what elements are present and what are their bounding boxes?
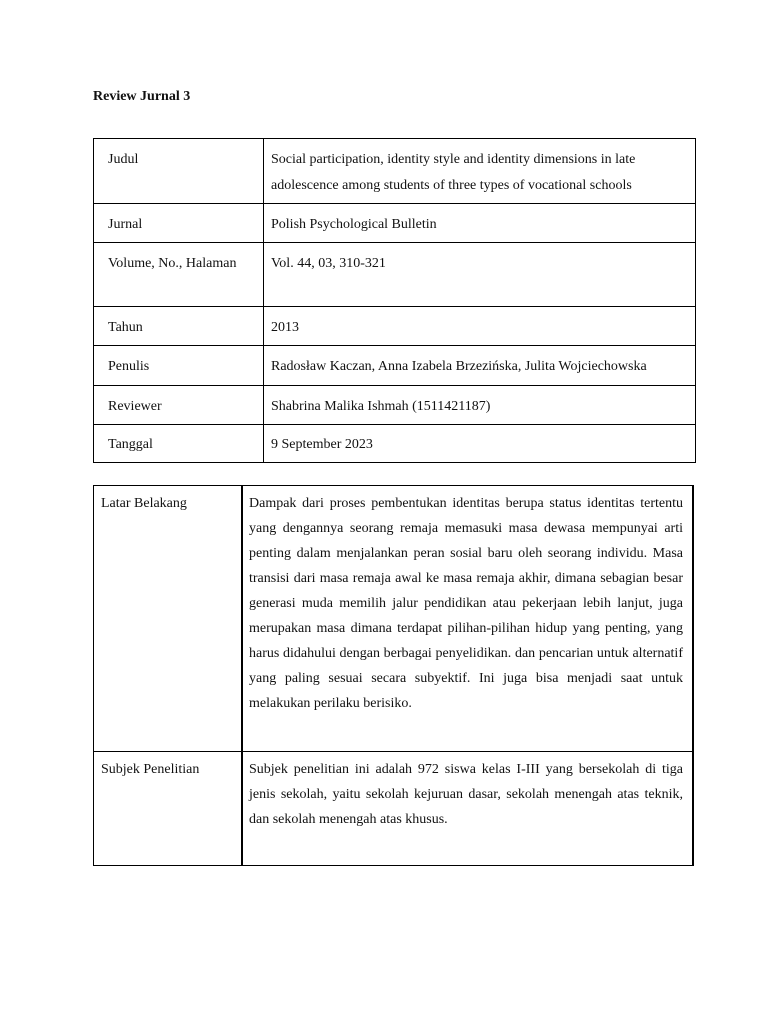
row-label: Volume, No., Halaman bbox=[94, 243, 264, 307]
table-row-latar-belakang bbox=[94, 486, 694, 752]
table-row-judul bbox=[94, 139, 696, 204]
row-label: Reviewer bbox=[94, 386, 264, 425]
review-content-table bbox=[93, 485, 694, 866]
row-value: 9 September 2023 bbox=[264, 425, 696, 463]
row-value: Social participation, identity style and identity dimensions in late adolescence among students of three types of vocational schools bbox=[264, 139, 696, 204]
table-row-subjek-penelitian bbox=[94, 752, 694, 866]
table-row-volume bbox=[94, 243, 696, 307]
row-label: Penulis bbox=[94, 346, 264, 386]
row-value: 2013 bbox=[264, 307, 696, 346]
row-label: Tahun bbox=[94, 307, 264, 346]
table-row-tanggal bbox=[94, 425, 696, 463]
row-value: Radosław Kaczan, Anna Izabela Brzezińska, Julita Wojciechowska bbox=[264, 346, 696, 386]
table-row-penulis bbox=[94, 346, 696, 386]
page-title: Review Jurnal 3 bbox=[93, 89, 191, 104]
journal-info-table bbox=[93, 138, 696, 463]
row-label: Judul bbox=[94, 139, 264, 204]
table-row-reviewer bbox=[94, 386, 696, 425]
table-row-tahun bbox=[94, 307, 696, 346]
row-label: Jurnal bbox=[94, 204, 264, 243]
row-label: Subjek Penelitian bbox=[94, 752, 243, 866]
row-value: Dampak dari proses pembentukan identitas berupa status identitas tertentu yang dengannya seorang remaja memasuki masa dewasa mempunyai arti penting dalam menjalankan peran sosial baru oleh seorang individu. Masa transisi dari masa remaja awal ke masa remaja akhir, dimana sebagian besar generasi muda memilih jalur pendidikan atau pekerjaan lebih lanjut, juga merupakan masa dimana terdapat pilihan-pilihan hidup yang penting, yang harus didahului dengan berbagai penyelidikan. dan pencarian untuk alternatif yang paling sesuai secara subyektif. Ini juga bisa menjadi saat untuk melakukan perilaku berisiko. bbox=[242, 486, 693, 752]
row-value: Shabrina Malika Ishmah (1511421187) bbox=[264, 386, 696, 425]
row-label: Latar Belakang bbox=[94, 486, 243, 752]
table-row-jurnal bbox=[94, 204, 696, 243]
row-value: Subjek penelitian ini adalah 972 siswa kelas I-III yang bersekolah di tiga jenis sekolah, yaitu sekolah kejuruan dasar, sekolah menengah atas teknik, dan sekolah menengah atas khusus. bbox=[242, 752, 693, 866]
row-value: Vol. 44, 03, 310-321 bbox=[264, 243, 696, 307]
row-label: Tanggal bbox=[94, 425, 264, 463]
row-value: Polish Psychological Bulletin bbox=[264, 204, 696, 243]
